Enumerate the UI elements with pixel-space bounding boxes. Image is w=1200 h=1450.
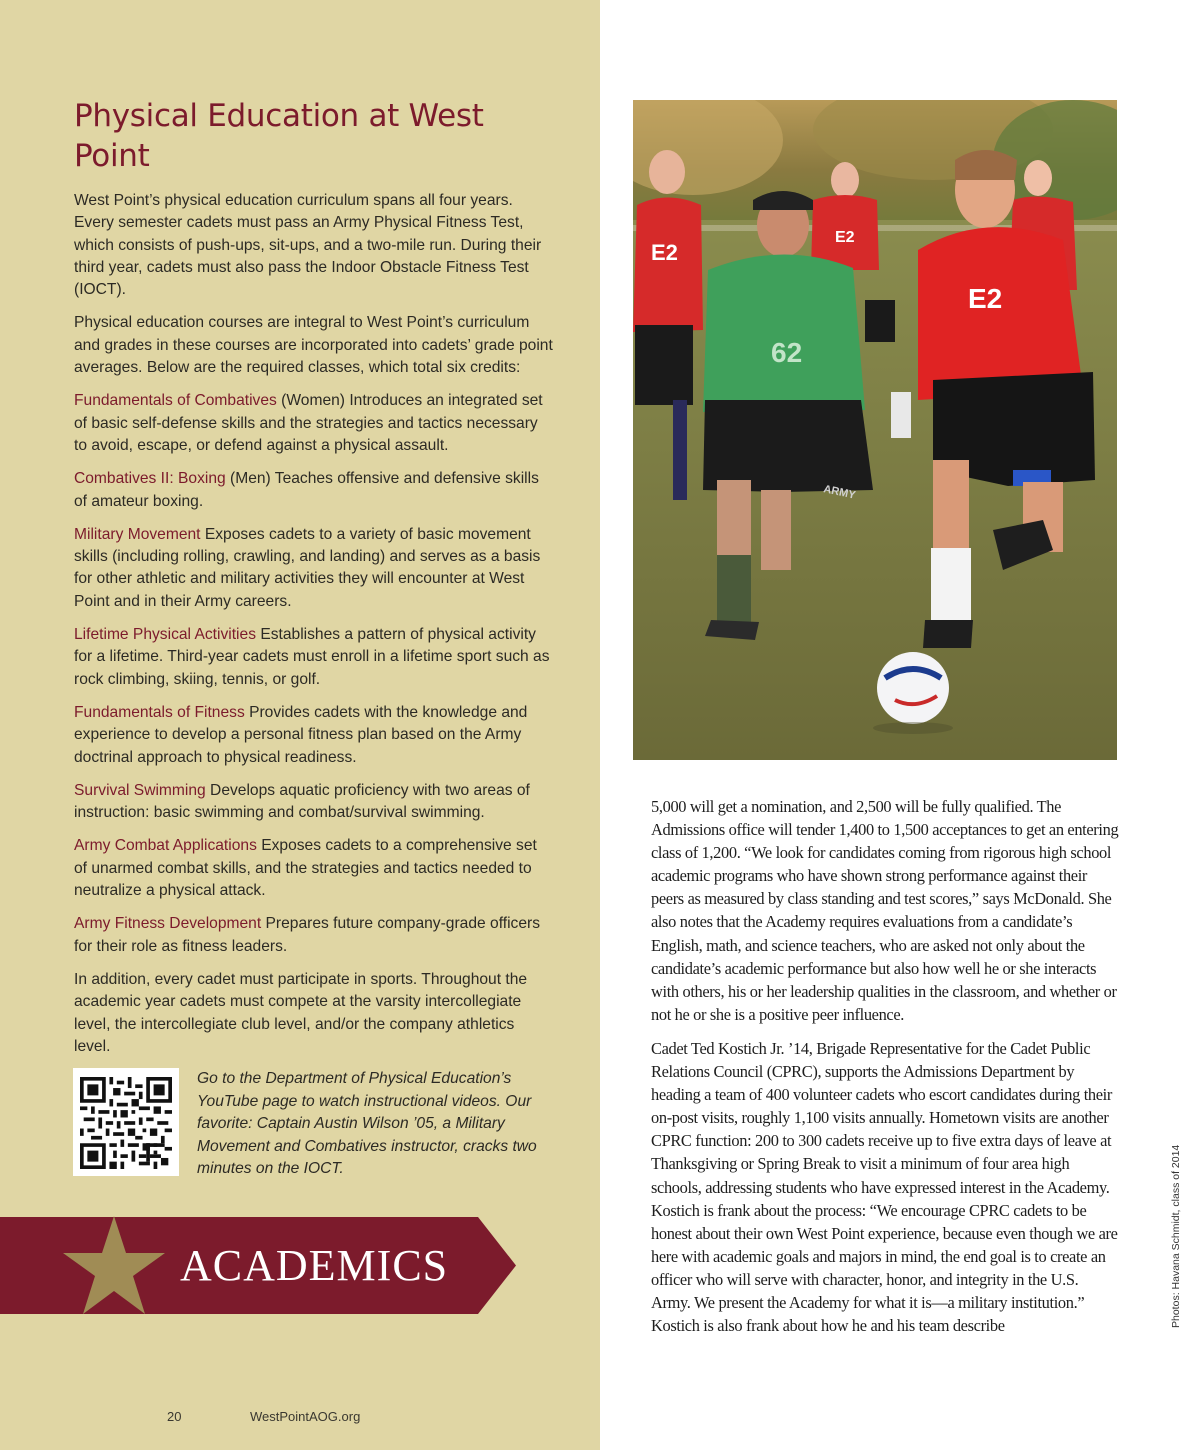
course-item [74,835,554,902]
course-name: Combatives II: Boxing [74,470,226,488]
course-item [74,780,554,825]
footer-site-link[interactable]: WestPointAOG.org [250,1409,361,1424]
course-description: Exposes cadets to a variety of basic movement skills (including rolling, crawling, and landing) and serves as a basis for other athletic and military activities they will encounter at West Point and in their Army careers. [74,525,541,610]
article-paragraph: Cadet Ted Kostich Jr. ’14, Brigade Representative for the Cadet Public Relations Council (CPRC), supports the Admissions Department by heading a team of 400 volunteer cadets who escort candidates during their on-post visits, roughly 1,100 visits annually. Hometown visits are another CPRC function: 200 to 300 cadets receive up to five extra days of leave at Thanksgiving or Spring Break to visit a minimum of four area high schools, addressing students who have expressed interest in the Academy. Kostich is frank about the process: “We encourage CPRC cadets to be honest about their own West Point experience, because even though we are here with academic goals and majors in mind, the end goal is to create an officer who will serve with character, honor, and integrity in the U.S. Army. We present the Academy for what it is—a military institution.” Kostich is also frank about how he and his team describe [651,1038,1118,1336]
jersey-number: E2 [835,229,855,246]
intro-paragraph: Physical education courses are integral to West Point’s curriculum and grades in these courses are incorporated into cadets’ grade point averages. Below are the required classes, which total six credits: [74,314,553,377]
shorts-label: ARMY [822,483,857,502]
course-description: Prepares future company-grade officers for their role as fitness leaders. [74,915,540,955]
course-description: Develops aquatic proficiency with two areas of instruction: basic swimming and combat/survival swimming. [74,781,530,822]
course-item [74,702,554,769]
photo-credit: Photos: Havana Schmidt, class of 2014 [1170,1144,1182,1328]
course-description: (Men) Teaches offensive and defensive skills of amateur boxing. [74,470,539,510]
course-description: Provides cadets with the knowledge and experience to develop a personal fitness plan based on the Army doctrinal approach to physical readiness. [74,703,528,766]
course-item [74,913,554,958]
jersey-number: E2 [968,283,1003,314]
course-description: Establishes a pattern of physical activity for a lifetime. Third-year cadets must enroll in a lifetime sport such as rock climbing, skiing, tennis, or golf. [74,626,550,688]
course-name: Fundamentals of Combatives [74,392,277,410]
intro-paragraph: West Point’s physical education curriculum spans all four years. Every semester cadets must pass an Army Physical Fitness Test, which consists of push-ups, sit-ups, and a two-mile run. During their third year, cadets must also pass the Indoor Obstacle Fitness Test (IOCT). [74,192,542,299]
course-name: Fundamentals of Fitness [74,703,245,721]
jersey-number: 62 [771,337,803,368]
course-name: Lifetime Physical Activities [74,626,256,644]
course-description: (Women) Introduces an integrated set of basic self-defense skills and the strategies and tactics necessary to avoid, escape, or defend against a physical assault. [74,392,543,454]
jersey-number: E2 [651,240,678,265]
banner-title: ACADEMICS [180,1241,449,1290]
course-item [74,468,554,513]
pe-section [74,96,554,1069]
course-item [74,524,554,613]
soccer-photo [633,100,1117,760]
page-number: 20 [167,1409,182,1424]
course-name: Army Fitness Development [74,915,262,933]
article-continuation [651,795,1119,1348]
course-item [74,624,554,691]
qr-code-icon[interactable] [73,1068,179,1176]
course-item [74,390,554,457]
course-description: Exposes cadets to a comprehensive set of unarmed combat skills, and the strategies and tactics needed to neutralize a physical attack. [74,837,537,900]
section-title: Physical Education at West Point [74,98,484,174]
course-name: Army Combat Applications [74,837,257,855]
star-icon [63,1216,165,1314]
qr-caption: Go to the Department of Physical Education’s YouTube page to watch instructional videos. Our favorite: Captain Austin Wilson ’05, a Military Movement and Combatives instructor, cracks two minutes on the IOCT. [197,1070,537,1177]
course-name: Military Movement [74,525,201,543]
article-paragraph: 5,000 will get a nomination, and 2,500 will be fully qualified. The Admissions office will tender 1,400 to 1,500 acceptances to get an entering class of 1,200. “We look for candidates coming from rigorous high school academic programs who have shown strong performance against their peers as measured by class standing and test scores,” says McDonald. She also notes that the Academy requires evaluations from a candidate’s English, math, and science teachers, who are asked not only about the candidate’s academic performance but also how well he or she interacts with others, his or her leadership qualities in the classroom, and whether or not he or she is a positive peer influence. [651,797,1119,1024]
closing-paragraph: In addition, every cadet must participate in sports. Throughout the academic year cadets must compete at the varsity intercollegiate level, the intercollegiate club level, and/or the company athletics level. [74,970,528,1055]
course-name: Survival Swimming [74,781,206,799]
